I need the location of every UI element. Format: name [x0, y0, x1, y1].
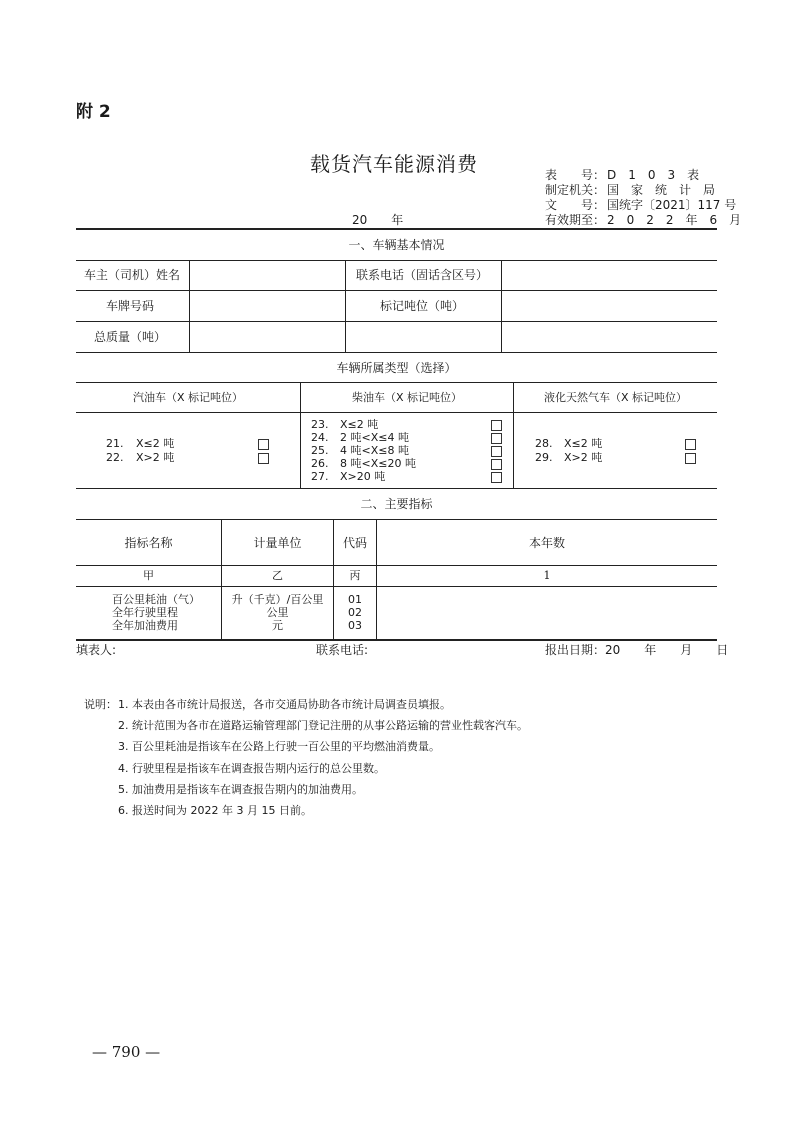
section2-heading: 二、主要指标	[360, 497, 433, 511]
note-item: 2. 统计范围为各市在道路运输管理部门登记注册的从事公路运输的营业性载客汽车。	[118, 719, 528, 732]
option-text: X≤2 吨	[564, 437, 603, 450]
indicator-code: 01	[348, 593, 362, 606]
doc-no-value: 国统字〔2021〕117 号	[607, 198, 737, 212]
option-text: X≤2 吨	[136, 437, 175, 450]
valid-until-value: 2 0 2 2 年 6 月	[607, 213, 742, 227]
indicator-code: 02	[348, 606, 362, 619]
option-text: X≤2 吨	[340, 418, 379, 431]
owner-name-label: 车主（司机）姓名	[84, 268, 181, 282]
divider	[76, 382, 717, 383]
authority-label: 制定机关：	[545, 183, 606, 197]
col-marker-value: 1	[543, 569, 551, 582]
note-item: 1. 本表由各市统计局报送，各市交通局协助各市统计局调查员填报。	[118, 698, 451, 711]
checkbox-22[interactable]	[258, 453, 269, 464]
checkbox-23[interactable]	[491, 420, 502, 431]
option-code: 23.	[311, 418, 329, 431]
note-item: 4. 行驶里程是指该车在调查报告期内运行的总公里数。	[118, 762, 385, 775]
owner-name-field[interactable]	[190, 261, 344, 289]
divider	[76, 488, 717, 489]
checkbox-25[interactable]	[491, 446, 502, 457]
option-text: X>2 吨	[136, 451, 175, 464]
divider	[76, 565, 717, 566]
indicator-value-field[interactable]	[377, 604, 717, 617]
indicator-unit: 公里	[266, 606, 289, 619]
table-top-border	[76, 228, 717, 230]
option-code: 26.	[311, 457, 329, 470]
page-title: 载货汽车能源消费	[310, 152, 478, 176]
checkbox-24[interactable]	[491, 433, 502, 444]
valid-until-label: 有效期至：	[545, 213, 606, 227]
blank-cell	[346, 322, 500, 351]
col-header-unit: 计量单位	[253, 536, 302, 550]
contact-phone-label: 联系电话:	[316, 643, 369, 657]
page-number: — 790 —	[92, 1043, 161, 1061]
option-code: 28.	[535, 437, 553, 450]
phone-label: 联系电话（固话含区号）	[356, 268, 489, 282]
indicator-unit: 元	[272, 619, 283, 632]
option-text: X>20 吨	[340, 470, 386, 483]
option-text: X>2 吨	[564, 451, 603, 464]
option-code: 22.	[106, 451, 124, 464]
checkbox-26[interactable]	[491, 459, 502, 470]
checkbox-21[interactable]	[258, 439, 269, 450]
table-bottom-border	[76, 639, 717, 641]
vehicle-type-heading: 车辆所属类型（选择）	[336, 361, 457, 375]
doc-no-label: 文 号：	[545, 198, 606, 212]
option-code: 29.	[535, 451, 553, 464]
year-line: 20 年	[352, 213, 404, 227]
checkbox-29[interactable]	[685, 453, 696, 464]
col-header-value: 本年数	[528, 536, 565, 550]
indicator-code: 03	[348, 619, 362, 632]
total-mass-label: 总质量（吨）	[94, 330, 167, 344]
indicator-value-field[interactable]	[377, 590, 717, 604]
indicator-name: 全年加油费用	[112, 619, 178, 632]
indicator-name: 全年行驶里程	[112, 606, 178, 619]
option-code: 24.	[311, 431, 329, 444]
indicator-name: 百公里耗油（气）	[112, 593, 200, 606]
lng-header: 液化天然气车（X 标记吨位）	[543, 391, 688, 404]
col-header-code: 代码	[342, 536, 367, 550]
checkbox-27[interactable]	[491, 472, 502, 483]
option-text: 4 吨<X≤8 吨	[340, 444, 409, 457]
plate-field[interactable]	[190, 291, 344, 320]
note-item: 5. 加油费用是指该车在调查报告期内的加油费用。	[118, 783, 363, 796]
divider	[76, 352, 717, 353]
diesel-header: 柴油车（X 标记吨位）	[351, 391, 463, 404]
divider	[76, 586, 717, 587]
col-marker-code: 丙	[349, 569, 361, 582]
table-no-label: 表 号：	[545, 168, 606, 182]
authority-value: 国 家 统 计 局	[607, 183, 716, 197]
checkbox-28[interactable]	[685, 439, 696, 450]
total-mass-field[interactable]	[190, 322, 344, 351]
table-no-value: D 1 0 3 表	[607, 168, 700, 182]
col-marker-name: 甲	[143, 569, 154, 582]
note-item: 3. 百公里耗油是指该车在公路上行驶一百公里的平均燃油消费量。	[118, 740, 440, 753]
notes-label: 说明：	[84, 698, 117, 711]
divider	[76, 519, 717, 520]
col-header-name: 指标名称	[124, 536, 173, 550]
appendix-label: 附 2	[76, 102, 111, 122]
option-code: 27.	[311, 470, 329, 483]
plate-label: 车牌号码	[106, 299, 155, 313]
option-text: 8 吨<X≤20 吨	[340, 457, 416, 470]
gasoline-header: 汽油车（X 标记吨位）	[132, 391, 244, 404]
indicator-value-field[interactable]	[377, 617, 717, 631]
section1-heading: 一、车辆基本情况	[348, 238, 445, 252]
report-date: 报出日期：20 年 月 日	[545, 643, 729, 657]
filler-label: 填表人:	[76, 643, 117, 657]
rated-tonnage-label: 标记吨位（吨）	[380, 299, 465, 313]
col-marker-unit: 乙	[272, 569, 283, 582]
phone-field[interactable]	[502, 261, 716, 289]
note-item: 6. 报送时间为 2022 年 3 月 15 日前。	[118, 804, 312, 817]
indicator-unit: 升（千克）/百公里	[231, 593, 324, 606]
rated-tonnage-field[interactable]	[502, 291, 716, 320]
option-code: 21.	[106, 437, 124, 450]
option-code: 25.	[311, 444, 329, 457]
option-text: 2 吨<X≤4 吨	[340, 431, 409, 444]
divider	[76, 412, 717, 413]
blank-cell	[502, 322, 716, 351]
